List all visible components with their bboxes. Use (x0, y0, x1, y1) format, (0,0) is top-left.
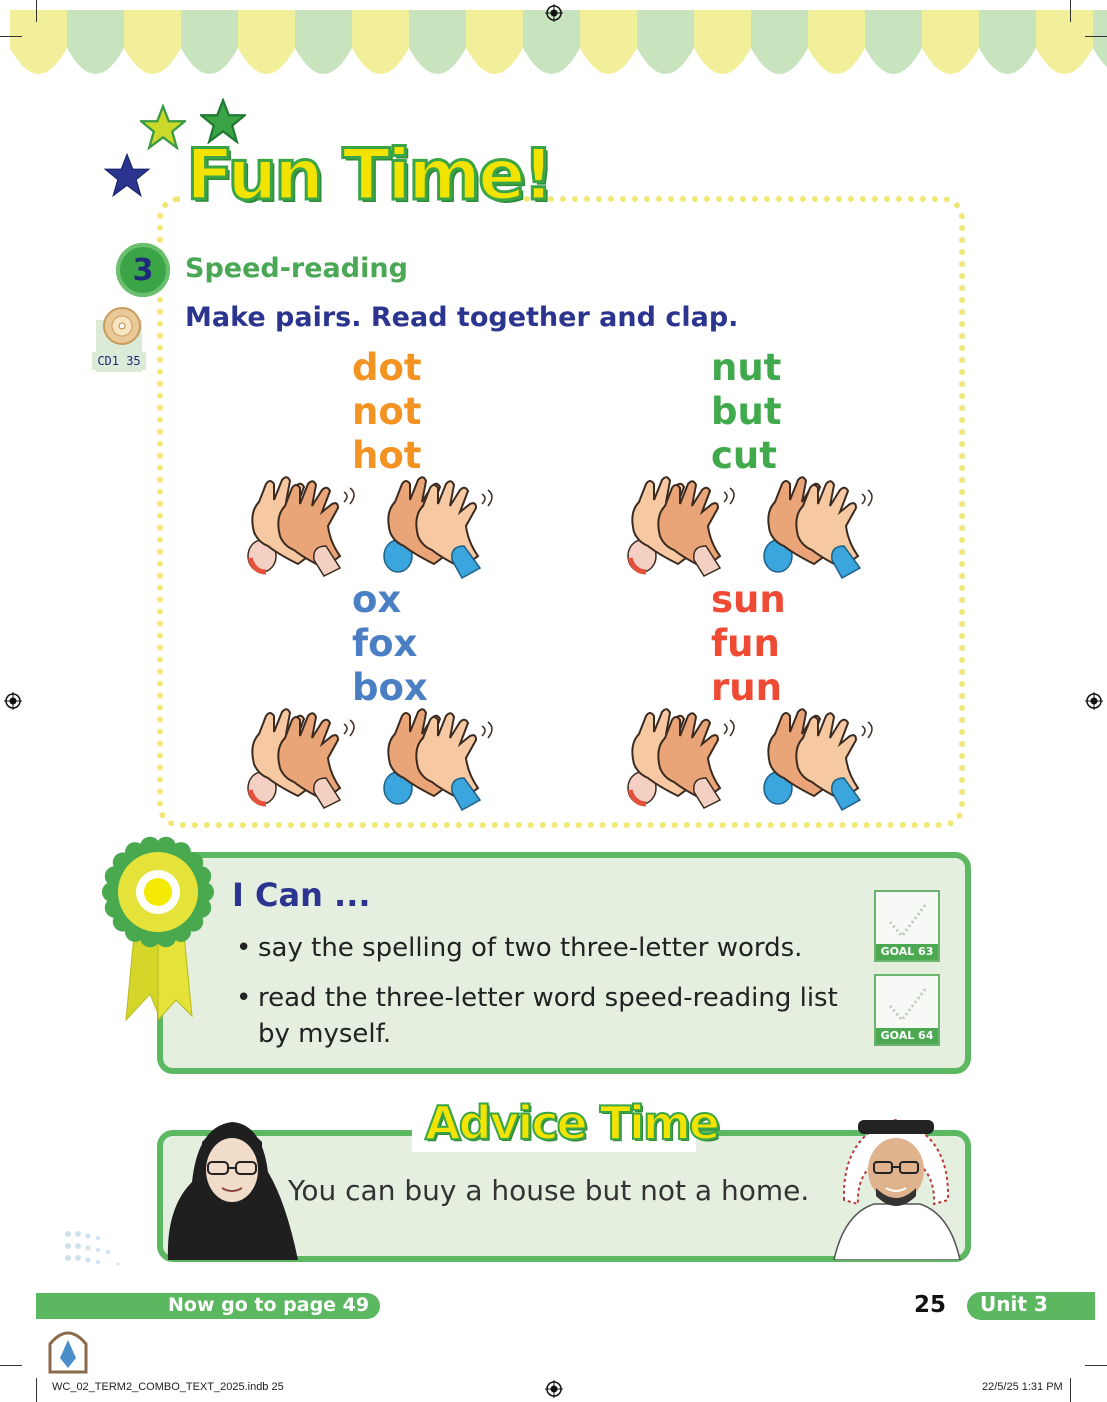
registration-mark-icon (545, 1380, 563, 1398)
i-can-item (236, 930, 803, 966)
awning-scallop (124, 10, 181, 74)
bullet-icon: • (236, 933, 252, 963)
unit-label: Unit 3 (980, 1292, 1048, 1316)
audio-track-label: CD1 35 (92, 352, 146, 370)
awning-scallop (865, 10, 922, 74)
activity-number-badge (116, 243, 170, 297)
word: not (352, 390, 422, 433)
i-can-item-text: by myself. (258, 1019, 392, 1049)
word: run (711, 666, 782, 709)
word-list-ot-top (352, 346, 422, 478)
goal-label: GOAL 64 (876, 1028, 938, 1044)
awning-scallop (409, 10, 466, 74)
awning-scallop (181, 10, 238, 74)
word-list-ox (352, 578, 428, 710)
awning-scallop (67, 10, 124, 74)
i-can-item-text: read the three-letter word speed-reading list (258, 983, 838, 1013)
woman-illustration (158, 1112, 306, 1260)
registration-mark-icon (1085, 692, 1103, 710)
awning-scallop (979, 10, 1036, 74)
goal-label: GOAL 63 (876, 944, 938, 960)
awning-scallop (637, 10, 694, 74)
rosette-ribbon-icon (98, 834, 218, 1024)
awning-scallop (751, 10, 808, 74)
clapping-hands-icon (616, 704, 886, 814)
registration-mark-icon (545, 4, 563, 22)
print-file-slug: WC_02_TERM2_COMBO_TEXT_2025.indb 25 (52, 1381, 284, 1393)
crop-mark (1085, 36, 1107, 37)
clapping-hands-icon (236, 472, 506, 582)
word: box (352, 666, 428, 709)
advice-title: Advice Time (425, 1096, 719, 1150)
i-can-item-text: say the spelling of two three-letter words. (258, 933, 803, 963)
page-number: 25 (914, 1292, 947, 1318)
awning-scallop (10, 10, 67, 74)
word-list-ut (711, 346, 782, 478)
goal-checkbox[interactable] (874, 890, 940, 962)
awning-scallop (922, 10, 979, 74)
awning-scallop (352, 10, 409, 74)
bullet-icon: • (236, 983, 252, 1013)
word: ox (352, 578, 402, 621)
activity-number: 3 (132, 252, 154, 288)
goal-checkbox[interactable] (874, 974, 940, 1046)
check-mark-icon (886, 900, 930, 940)
awning-scallop (808, 10, 865, 74)
i-can-item (236, 980, 838, 1052)
awning-scallop (1093, 10, 1107, 74)
awning-scallop (580, 10, 637, 74)
i-can-title: I Can ... (232, 876, 371, 914)
next-page-link[interactable]: Now go to page 49 (168, 1294, 370, 1316)
section-title: Fun Time! (186, 134, 552, 216)
crop-mark (36, 1378, 37, 1402)
word: hot (352, 434, 422, 477)
crop-mark (36, 0, 37, 22)
star-icon (104, 152, 150, 198)
clapping-hands-icon (616, 472, 886, 582)
activity-title: Speed-reading (185, 253, 408, 284)
word: fun (711, 622, 780, 665)
crop-mark (1070, 0, 1071, 22)
word: cut (711, 434, 777, 477)
man-illustration (824, 1104, 970, 1260)
crop-mark (0, 1365, 22, 1366)
check-mark-icon (886, 984, 930, 1024)
crop-mark (1070, 1378, 1071, 1402)
word-list-un (711, 578, 786, 710)
word: fox (352, 622, 418, 665)
awning-scallop (1036, 10, 1093, 74)
word: nut (711, 346, 782, 389)
advice-text: You can buy a house but not a home. (288, 1174, 810, 1207)
word: but (711, 390, 782, 433)
crop-mark (0, 36, 22, 37)
clapping-hands-icon (236, 704, 506, 814)
activity-instruction: Make pairs. Read together and clap. (185, 302, 739, 333)
word: sun (711, 578, 786, 621)
awning-scallop (238, 10, 295, 74)
star-icon (140, 104, 186, 150)
awning-scallop (466, 10, 523, 74)
awning-scallop (295, 10, 352, 74)
crop-mark (1085, 1365, 1107, 1366)
print-date-slug: 22/5/25 1:31 PM (982, 1381, 1063, 1393)
dots-pattern-decoration (62, 1228, 172, 1272)
registration-mark-icon (4, 692, 22, 710)
awning-scallop (694, 10, 751, 74)
watermark-logo-icon (46, 1322, 90, 1374)
word: dot (352, 346, 422, 389)
